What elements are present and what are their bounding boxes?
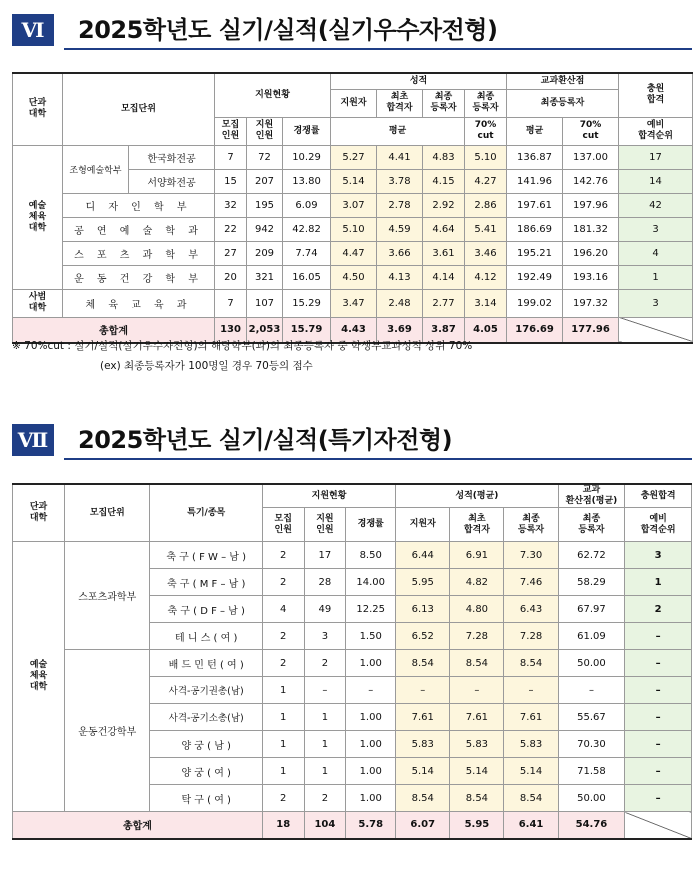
applied-cell: 2 — [304, 785, 346, 812]
header-waitlist: 예비 합격순위 — [625, 508, 692, 542]
header-applicants: 지원현황 — [215, 73, 331, 117]
section7-title: 2025학년도 실기/실적(특기자전형) — [78, 426, 453, 454]
section7-underline — [64, 458, 692, 460]
total-grade: 3.69 — [377, 317, 423, 343]
diagonal-cell — [619, 317, 693, 343]
grade-cell: 3.46 — [465, 241, 507, 265]
grade-cell: 4.13 — [377, 265, 423, 289]
grade-cell: 5.83 — [396, 731, 450, 758]
section6-underline — [64, 48, 692, 50]
grade-cell: 4.82 — [450, 569, 504, 596]
unit-cell: 스 포 츠 과 학 부 — [63, 241, 215, 265]
table-row — [13, 193, 693, 217]
applied-cell: 17 — [304, 542, 346, 569]
quota-cell: 7 — [215, 289, 247, 317]
ratio-cell: 42.82 — [283, 217, 331, 241]
table-row — [13, 289, 693, 317]
waitlist-cell: – — [625, 785, 692, 812]
table-row — [13, 145, 693, 169]
quota-cell: 1 — [262, 704, 304, 731]
table-row — [13, 265, 693, 289]
footnote: ※ 70%cut : 실기/실적(실기우수자전형)의 해당학부(과)의 최종등록자 중 학생부교과성적 상위 70% — [12, 340, 473, 352]
header-score: 교과환산점 — [507, 73, 619, 89]
applied-cell: 207 — [247, 169, 283, 193]
grade-cell: 4.64 — [423, 217, 465, 241]
grade-cell: 8.54 — [504, 785, 558, 812]
grade-cell: 5.83 — [504, 731, 558, 758]
grade-cell: 4.14 — [423, 265, 465, 289]
grade-cell: 4.80 — [450, 596, 504, 623]
unit-cell: 서양화전공 — [129, 169, 215, 193]
total-ratio: 15.79 — [283, 317, 331, 343]
score-cell: 58.29 — [558, 569, 625, 596]
ratio-cell: 8.50 — [346, 542, 396, 569]
score-cell: 196.20 — [563, 241, 619, 265]
quota-cell: 4 — [262, 596, 304, 623]
score-cell: 186.69 — [507, 217, 563, 241]
grade-cell: 8.54 — [450, 650, 504, 677]
grade-cell: 8.54 — [504, 650, 558, 677]
quota-cell: 20 — [215, 265, 247, 289]
applied-cell: 321 — [247, 265, 283, 289]
header-g-final: 최종 등록자 — [423, 89, 465, 117]
grade-cell: 7.61 — [504, 704, 558, 731]
waitlist-cell: – — [625, 677, 692, 704]
header-score: 교과 환산점(평균) — [558, 484, 625, 508]
score-cell: 50.00 — [558, 650, 625, 677]
sport-cell: 축 구 ( F W – 남 ) — [150, 542, 262, 569]
applied-cell: 3 — [304, 623, 346, 650]
section6-title: 2025학년도 실기/실적(실기우수자전형) — [78, 16, 498, 44]
total-score: 177.96 — [563, 317, 619, 343]
ratio-cell: 13.80 — [283, 169, 331, 193]
score-cell: 197.61 — [507, 193, 563, 217]
header-quota: 모집 인원 — [215, 117, 247, 145]
grade-cell: 5.14 — [396, 758, 450, 785]
grade-cell: 3.14 — [465, 289, 507, 317]
sport-cell: 축 구 ( D F – 남 ) — [150, 596, 262, 623]
waitlist-cell: – — [625, 758, 692, 785]
ratio-cell: 1.00 — [346, 758, 396, 785]
grade-cell: 4.59 — [377, 217, 423, 241]
quota-cell: 27 — [215, 241, 247, 265]
grade-cell: 8.54 — [450, 785, 504, 812]
header-unit: 모집단위 — [63, 73, 215, 145]
grade-cell: 5.14 — [504, 758, 558, 785]
ratio-cell: 1.00 — [346, 731, 396, 758]
ratio-cell: 7.74 — [283, 241, 331, 265]
total-label: 총합계 — [13, 317, 215, 343]
header-college: 단과 대학 — [13, 484, 65, 542]
header-applied: 지원 인원 — [247, 117, 283, 145]
ratio-cell: 16.05 — [283, 265, 331, 289]
header-applicants: 지원현황 — [262, 484, 395, 508]
header-ratio: 경쟁률 — [283, 117, 331, 145]
grade-cell: 7.61 — [396, 704, 450, 731]
score-cell: 136.87 — [507, 145, 563, 169]
waitlist-cell: 17 — [619, 145, 693, 169]
grade-cell: 7.28 — [504, 623, 558, 650]
diagonal-cell — [625, 812, 692, 839]
quota-cell: 1 — [262, 677, 304, 704]
grade-cell: 5.14 — [450, 758, 504, 785]
grade-cell: 4.50 — [331, 265, 377, 289]
quota-cell: 2 — [262, 542, 304, 569]
grade-cell: 4.41 — [377, 145, 423, 169]
waitlist-cell: – — [625, 650, 692, 677]
section7-header — [12, 424, 692, 458]
total-grade: 6.41 — [504, 812, 558, 839]
grade-cell: – — [396, 677, 450, 704]
grade-cell: 5.14 — [331, 169, 377, 193]
total-score: 54.76 — [558, 812, 625, 839]
score-cell: – — [558, 677, 625, 704]
quota-cell: 1 — [262, 731, 304, 758]
applied-cell: 1 — [304, 731, 346, 758]
header-ratio: 경쟁률 — [346, 508, 396, 542]
score-cell: 71.58 — [558, 758, 625, 785]
waitlist-cell: 4 — [619, 241, 693, 265]
grade-cell: 4.47 — [331, 241, 377, 265]
grade-cell: 2.77 — [423, 289, 465, 317]
ratio-cell: 10.29 — [283, 145, 331, 169]
sport-cell: 양 궁 ( 남 ) — [150, 731, 262, 758]
unit-cell: 운 동 건 강 학 부 — [63, 265, 215, 289]
grade-cell: – — [504, 677, 558, 704]
section7-number: Ⅶ — [12, 424, 54, 456]
waitlist-cell: 14 — [619, 169, 693, 193]
score-cell: 141.96 — [507, 169, 563, 193]
header-score-final: 최종등록자 — [507, 89, 619, 117]
quota-cell: 2 — [262, 650, 304, 677]
sport-cell: 축 구 ( M F – 남 ) — [150, 569, 262, 596]
table-row — [13, 650, 692, 677]
applied-cell: 209 — [247, 241, 283, 265]
score-cell: 70.30 — [558, 731, 625, 758]
grade-cell: 2.86 — [465, 193, 507, 217]
total-grade: 5.95 — [450, 812, 504, 839]
applied-cell: 2 — [304, 650, 346, 677]
total-score: 176.69 — [507, 317, 563, 343]
grade-cell: 2.92 — [423, 193, 465, 217]
header-unit: 모집단위 — [65, 484, 150, 542]
grade-cell: 3.66 — [377, 241, 423, 265]
section6-table — [12, 72, 693, 344]
waitlist-cell: 3 — [619, 289, 693, 317]
section7-table — [12, 483, 692, 840]
total-row — [13, 812, 692, 839]
header-g-final: 최종 등록자 — [504, 508, 558, 542]
table-row — [13, 217, 693, 241]
quota-cell: 22 — [215, 217, 247, 241]
unit-cell: 한국화전공 — [129, 145, 215, 169]
grade-cell: 3.78 — [377, 169, 423, 193]
grade-cell: 8.54 — [396, 650, 450, 677]
unit-cell: 체 육 교 육 과 — [63, 289, 215, 317]
grade-cell: 4.12 — [465, 265, 507, 289]
ratio-cell: 14.00 — [346, 569, 396, 596]
total-applied: 2,053 — [247, 317, 283, 343]
score-cell: 55.67 — [558, 704, 625, 731]
score-cell: 50.00 — [558, 785, 625, 812]
total-quota: 130 — [215, 317, 247, 343]
waitlist-cell: 1 — [619, 265, 693, 289]
grade-cell: 7.46 — [504, 569, 558, 596]
score-cell: 61.09 — [558, 623, 625, 650]
unit-cell: 스포츠과학부 — [65, 542, 150, 650]
header-grades: 성적(평균) — [396, 484, 558, 508]
grade-cell: 2.48 — [377, 289, 423, 317]
total-quota: 18 — [262, 812, 304, 839]
applied-cell: 49 — [304, 596, 346, 623]
grade-cell: 5.95 — [396, 569, 450, 596]
header-g-first: 최초 합격자 — [377, 89, 423, 117]
grade-cell: 7.61 — [450, 704, 504, 731]
waitlist-cell: – — [625, 704, 692, 731]
header-avg: 평균 — [331, 117, 465, 145]
total-grade: 3.87 — [423, 317, 465, 343]
sport-cell: 양 궁 ( 여 ) — [150, 758, 262, 785]
grade-cell: – — [450, 677, 504, 704]
applied-cell: 195 — [247, 193, 283, 217]
header-g-applicant: 지원자 — [396, 508, 450, 542]
header-score-final: 최종 등록자 — [558, 508, 625, 542]
score-cell: 62.72 — [558, 542, 625, 569]
waitlist-cell: 1 — [625, 569, 692, 596]
score-cell: 67.97 — [558, 596, 625, 623]
grade-cell: 6.52 — [396, 623, 450, 650]
college-cell: 예술 체육 대학 — [13, 542, 65, 812]
footnote-example: (ex) 최종등록자가 100명일 경우 70등의 점수 — [100, 360, 313, 372]
header-college: 단과 대학 — [13, 73, 63, 145]
applied-cell: 72 — [247, 145, 283, 169]
header-extra: 충원 합격 — [619, 73, 693, 117]
table-row — [13, 241, 693, 265]
unit-cell: 디 자 인 학 부 — [63, 193, 215, 217]
header-extra: 충원합격 — [625, 484, 692, 508]
header-cut70: 70% cut — [465, 117, 507, 145]
score-cell: 181.32 — [563, 217, 619, 241]
sport-cell: 사격-공기권총(남) — [150, 677, 262, 704]
score-cell: 192.49 — [507, 265, 563, 289]
applied-cell: 1 — [304, 758, 346, 785]
grade-cell: 2.78 — [377, 193, 423, 217]
applied-cell: 1 — [304, 704, 346, 731]
grade-cell: 7.30 — [504, 542, 558, 569]
applied-cell: – — [304, 677, 346, 704]
waitlist-cell: 3 — [619, 217, 693, 241]
ratio-cell: – — [346, 677, 396, 704]
score-cell: 193.16 — [563, 265, 619, 289]
unit-cell: 운동건강학부 — [65, 650, 150, 812]
grade-cell: 6.44 — [396, 542, 450, 569]
score-cell: 137.00 — [563, 145, 619, 169]
total-grade: 6.07 — [396, 812, 450, 839]
waitlist-cell: – — [625, 731, 692, 758]
total-grade: 4.43 — [331, 317, 377, 343]
subunit-cell: 조형예술학부 — [63, 145, 129, 193]
grade-cell: 6.13 — [396, 596, 450, 623]
header-sport: 특기/종목 — [150, 484, 262, 542]
header-applied: 지원 인원 — [304, 508, 346, 542]
grade-cell: 6.91 — [450, 542, 504, 569]
score-cell: 142.76 — [563, 169, 619, 193]
score-cell: 197.32 — [563, 289, 619, 317]
ratio-cell: 1.00 — [346, 650, 396, 677]
quota-cell: 1 — [262, 758, 304, 785]
applied-cell: 28 — [304, 569, 346, 596]
grade-cell: 5.83 — [450, 731, 504, 758]
score-cell: 199.02 — [507, 289, 563, 317]
header-g-70: 최종 등록자 — [465, 89, 507, 117]
score-cell: 195.21 — [507, 241, 563, 265]
header-g-applicant: 지원자 — [331, 89, 377, 117]
total-label: 총합계 — [13, 812, 263, 839]
quota-cell: 2 — [262, 623, 304, 650]
section6-number: Ⅵ — [12, 14, 54, 46]
applied-cell: 942 — [247, 217, 283, 241]
quota-cell: 7 — [215, 145, 247, 169]
grade-cell: 8.54 — [396, 785, 450, 812]
waitlist-cell: 3 — [625, 542, 692, 569]
section6-header — [12, 14, 692, 48]
grade-cell: 3.07 — [331, 193, 377, 217]
quota-cell: 2 — [262, 569, 304, 596]
grade-cell: 5.10 — [465, 145, 507, 169]
quota-cell: 15 — [215, 169, 247, 193]
table-row — [13, 542, 692, 569]
header-grades: 성적 — [331, 73, 507, 89]
total-grade: 4.05 — [465, 317, 507, 343]
sport-cell: 탁 구 ( 여 ) — [150, 785, 262, 812]
unit-cell: 공 연 예 술 학 과 — [63, 217, 215, 241]
ratio-cell: 15.29 — [283, 289, 331, 317]
ratio-cell: 1.50 — [346, 623, 396, 650]
ratio-cell: 1.00 — [346, 785, 396, 812]
header-s-70: 70% cut — [563, 117, 619, 145]
quota-cell: 32 — [215, 193, 247, 217]
grade-cell: 3.61 — [423, 241, 465, 265]
waitlist-cell: – — [625, 623, 692, 650]
sport-cell: 사격-공기소총(남) — [150, 704, 262, 731]
grade-cell: 4.15 — [423, 169, 465, 193]
grade-cell: 6.43 — [504, 596, 558, 623]
ratio-cell: 12.25 — [346, 596, 396, 623]
total-applied: 104 — [304, 812, 346, 839]
ratio-cell: 1.00 — [346, 704, 396, 731]
waitlist-cell: 42 — [619, 193, 693, 217]
grade-cell: 5.27 — [331, 145, 377, 169]
waitlist-cell: 2 — [625, 596, 692, 623]
total-ratio: 5.78 — [346, 812, 396, 839]
sport-cell: 배 드 민 턴 ( 여 ) — [150, 650, 262, 677]
grade-cell: 3.47 — [331, 289, 377, 317]
grade-cell: 5.41 — [465, 217, 507, 241]
header-g-first: 최초 합격자 — [450, 508, 504, 542]
college-cell: 예술 체육 대학 — [13, 145, 63, 289]
grade-cell: 7.28 — [450, 623, 504, 650]
score-cell: 197.96 — [563, 193, 619, 217]
grade-cell: 4.27 — [465, 169, 507, 193]
sport-cell: 테 니 스 ( 여 ) — [150, 623, 262, 650]
quota-cell: 2 — [262, 785, 304, 812]
ratio-cell: 6.09 — [283, 193, 331, 217]
header-s-avg: 평균 — [507, 117, 563, 145]
applied-cell: 107 — [247, 289, 283, 317]
college-cell: 사범 대학 — [13, 289, 63, 317]
grade-cell: 4.83 — [423, 145, 465, 169]
header-waitlist: 예비 합격순위 — [619, 117, 693, 145]
header-quota: 모집 인원 — [262, 508, 304, 542]
grade-cell: 5.10 — [331, 217, 377, 241]
